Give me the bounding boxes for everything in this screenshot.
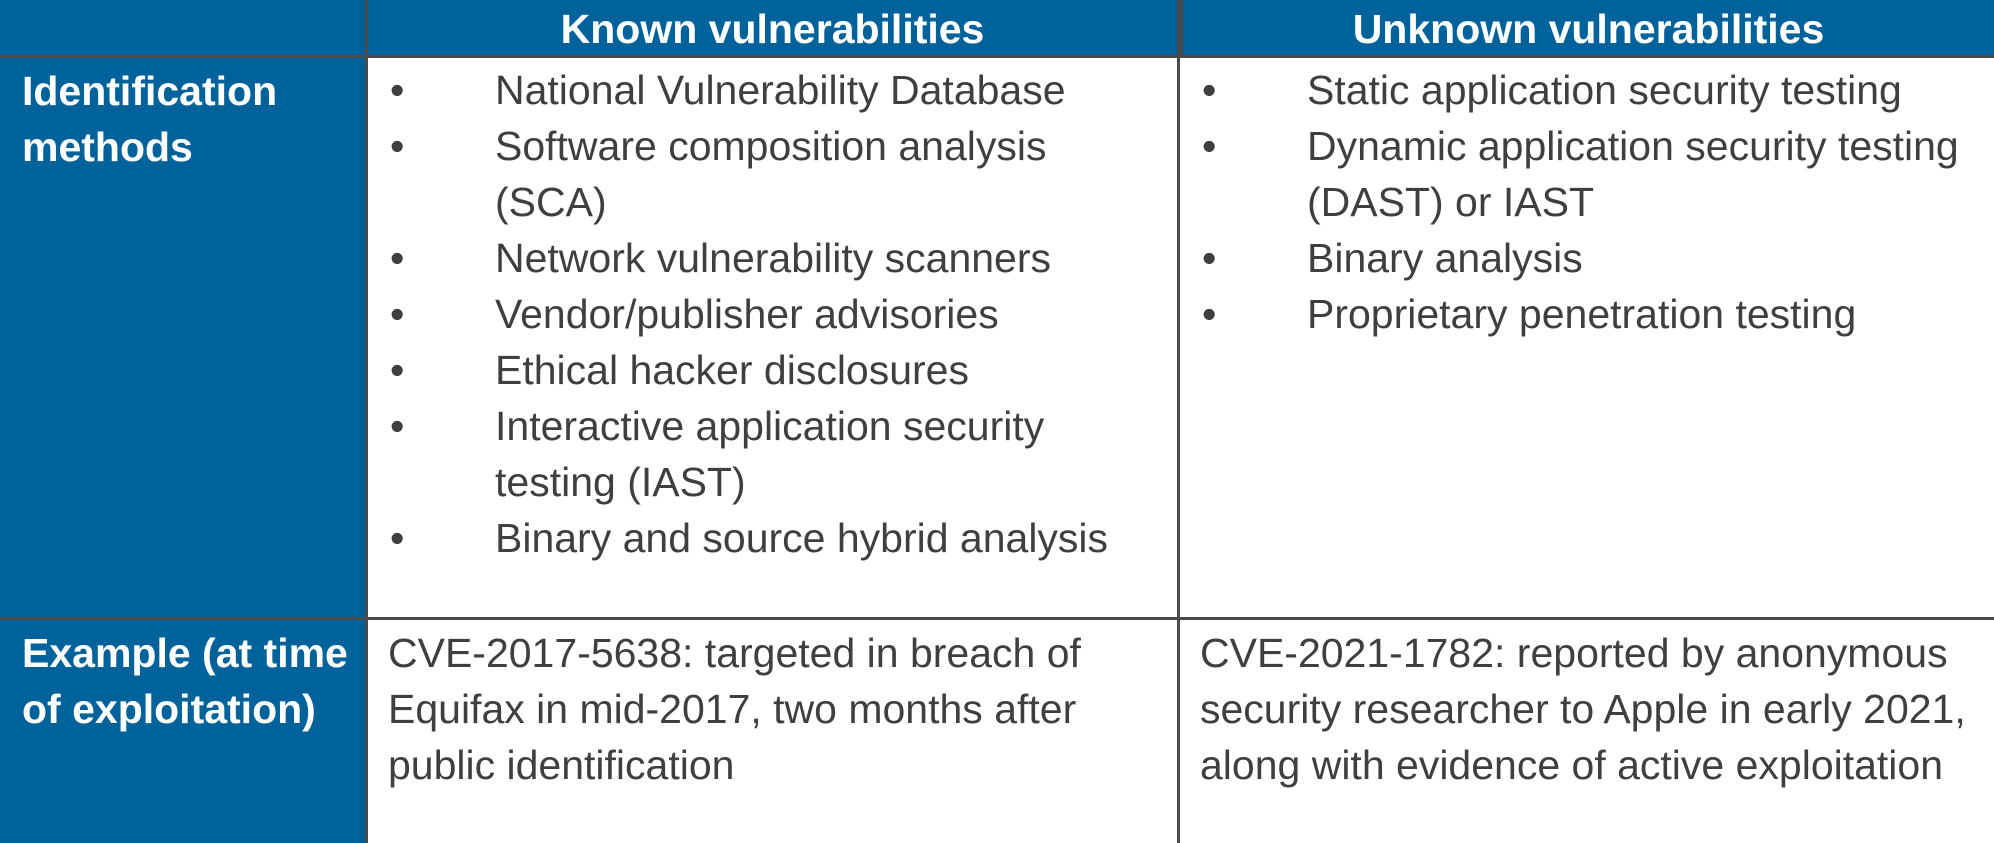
list-item: • Interactive application security testing (IAST) — [368, 398, 1177, 510]
list-item: • Network vulnerability scanners — [368, 230, 1177, 286]
bullet-icon: • — [390, 291, 405, 337]
list-item: • National Vulnerability Database — [368, 62, 1177, 118]
bullet-icon: • — [1202, 67, 1217, 113]
list-item: • Binary and source hybrid analysis — [368, 510, 1177, 566]
row-header-identification: Identification methods — [0, 58, 368, 620]
bullet-icon: • — [390, 67, 405, 113]
list-item: • Vendor/publisher advisories — [368, 286, 1177, 342]
row-header-example: Example (at time of exploitation) — [0, 620, 368, 843]
list-item: • Dynamic application security testing (DAST) or IAST — [1180, 118, 1994, 230]
column-header-known: Known vulnerabilities — [368, 0, 1180, 58]
bullet-icon: • — [390, 515, 405, 561]
bullet-icon: • — [1202, 123, 1217, 169]
bullet-icon: • — [1202, 235, 1217, 281]
table-corner-cell — [0, 0, 368, 58]
known-identification-cell — [368, 58, 1180, 620]
known-methods-list — [368, 58, 1177, 566]
bullet-icon: • — [390, 403, 405, 449]
bullet-icon: • — [390, 347, 405, 393]
unknown-example-text: CVE-2021-1782: reported by anonymous security researcher to Apple in early 2021, along with evidence of active exploitation — [1200, 630, 1966, 788]
list-item: • Static application security testing — [1180, 62, 1994, 118]
unknown-example-cell — [1180, 620, 1994, 843]
list-item: • Proprietary penetration testing — [1180, 286, 1994, 342]
bullet-icon: • — [1202, 291, 1217, 337]
bullet-icon: • — [390, 123, 405, 169]
unknown-identification-cell — [1180, 58, 1994, 620]
known-example-text: CVE-2017-5638: targeted in breach of Equifax in mid-2017, two months after public identification — [388, 630, 1081, 788]
column-header-unknown: Unknown vulnerabilities — [1180, 0, 1994, 58]
unknown-methods-list — [1180, 58, 1994, 342]
list-item: • Binary analysis — [1180, 230, 1994, 286]
bullet-icon: • — [390, 235, 405, 281]
known-example-cell — [368, 620, 1180, 843]
list-item: • Software composition analysis (SCA) — [368, 118, 1177, 230]
list-item: • Ethical hacker disclosures — [368, 342, 1177, 398]
